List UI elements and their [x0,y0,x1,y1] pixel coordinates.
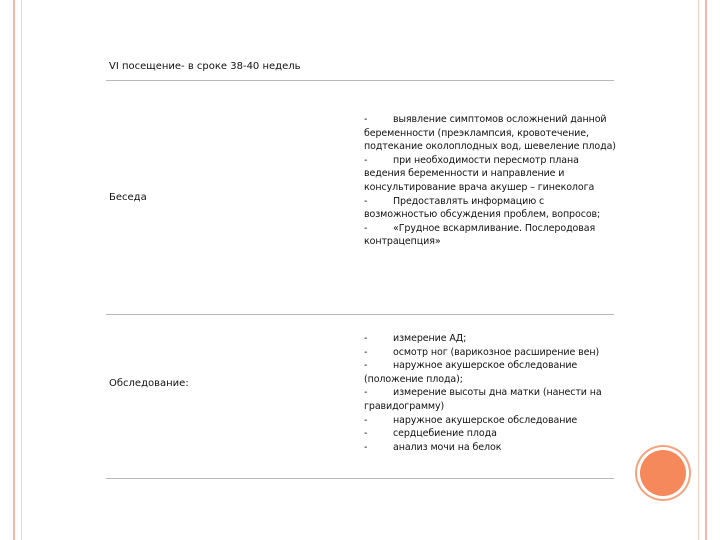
item-text: наружное акушерское обследование (положение плода); [364,360,578,385]
list-item [364,441,616,455]
item-text: при необходимости пересмотр плана ведения беременности и направление и консультирование врача акушер – гинеколога [364,154,595,193]
item-text: анализ мочи на белок [393,441,502,453]
item-text: измерение высоты дна матки (нанести на гравидограмму) [364,387,602,412]
dash-marker: - [364,414,368,426]
list-item [364,222,616,249]
table-header-row [106,58,614,81]
list-item [364,386,616,413]
list-item [364,332,616,346]
list-item [364,346,616,360]
dash-marker: - [364,387,368,399]
dash-marker: - [364,346,368,358]
row-label-examination: Обследование: [109,378,189,389]
visit-title: VI посещение- в сроке 38-40 недель [109,61,301,72]
item-text: осмотр ног (варикозное расширение вен) [393,346,600,358]
item-text: Предоставлять информацию с возможностью обсуждения проблем, вопросов; [364,195,601,221]
dash-marker: - [364,114,368,125]
examination-items [364,332,616,454]
decorative-circle [640,450,686,496]
dash-marker: - [364,428,368,440]
item-text: наружное акушерское обследование [393,414,578,426]
dash-marker: - [364,441,368,453]
item-text: сердцебиение плода [393,428,497,440]
list-item [364,414,616,428]
dash-marker: - [364,222,368,234]
dash-marker: - [364,154,368,166]
dash-marker: - [364,360,368,372]
table-row-conversation [106,81,614,315]
item-text: измерение АД; [393,333,467,344]
item-text: выявление симптомов осложнений данной беременности (преэклампсия, кровотечение, подтекание околоплодных вод, шевеление плода) [364,114,616,153]
list-item [364,195,616,222]
conversation-items [364,113,616,249]
dash-marker: - [364,333,368,344]
list-item [364,427,616,441]
table-row-examination [106,315,614,479]
list-item [364,154,616,195]
dash-marker: - [364,195,368,207]
list-item [364,113,616,154]
item-text: «Грудное вскармливание. Послеродовая контрацепция» [364,222,596,248]
list-item [364,359,616,386]
row-label-conversation: Беседа [109,192,147,203]
